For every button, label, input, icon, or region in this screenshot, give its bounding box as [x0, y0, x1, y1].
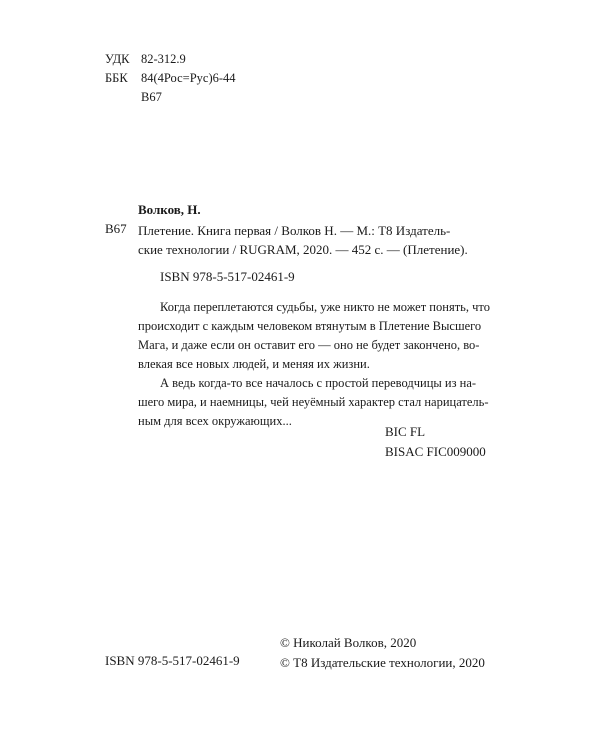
- footer-isbn: ISBN 978-5-517-02461-9: [105, 653, 240, 668]
- author-mark: В67: [141, 90, 162, 104]
- udk-label: УДК: [105, 52, 130, 66]
- annotation-line: Мага, и даже если он оставит его — оно не будет закончено, во-: [138, 338, 480, 352]
- annotation-line: влекая все новых людей, и меняя их жизни.: [138, 357, 370, 371]
- annotation-line: шего мира, и наемницы, чей неуёмный характер стал нарицатель-: [138, 395, 489, 409]
- record-isbn: ISBN 978-5-517-02461-9: [160, 269, 295, 284]
- annotation-line: происходит с каждым человеком втянутым в Плетение Высшего: [138, 319, 482, 333]
- bbk-row: [105, 69, 236, 88]
- author-mark-row: [105, 88, 236, 107]
- classification-block: [105, 50, 236, 107]
- bbk-value: 84(4Рос=Рус)6-44: [141, 71, 236, 85]
- description-line: ские технологии / RUGRAM, 2020. — 452 с. — (Плетение).: [138, 242, 468, 257]
- annotation-line: А ведь когда-то все началось с простой переводчицы из на-: [160, 376, 477, 390]
- udk-value: 82-312.9: [141, 52, 186, 66]
- bibliographic-description: [138, 221, 498, 259]
- annotation: [138, 298, 498, 431]
- copyright-publisher: © Т8 Издательские технологии, 2020: [280, 655, 485, 670]
- description-line: Плетение. Книга первая / Волков Н. — М.: Т8 Издатель-: [138, 223, 451, 238]
- author-heading: Волков, Н.: [138, 202, 201, 217]
- bisac-code: BISAC FIC009000: [385, 444, 486, 459]
- subject-codes: [385, 422, 486, 462]
- record-author-mark: В67: [105, 221, 127, 236]
- udk-row: [105, 50, 236, 69]
- annotation-line: ным для всех окружающих...: [138, 414, 292, 428]
- copyright-author: © Николай Волков, 2020: [280, 635, 417, 650]
- copyright-block: [280, 633, 485, 673]
- bic-code: BIC FL: [385, 424, 426, 439]
- annotation-line: Когда переплетаются судьбы, уже никто не может понять, что: [160, 300, 490, 314]
- bbk-label: ББК: [105, 71, 128, 85]
